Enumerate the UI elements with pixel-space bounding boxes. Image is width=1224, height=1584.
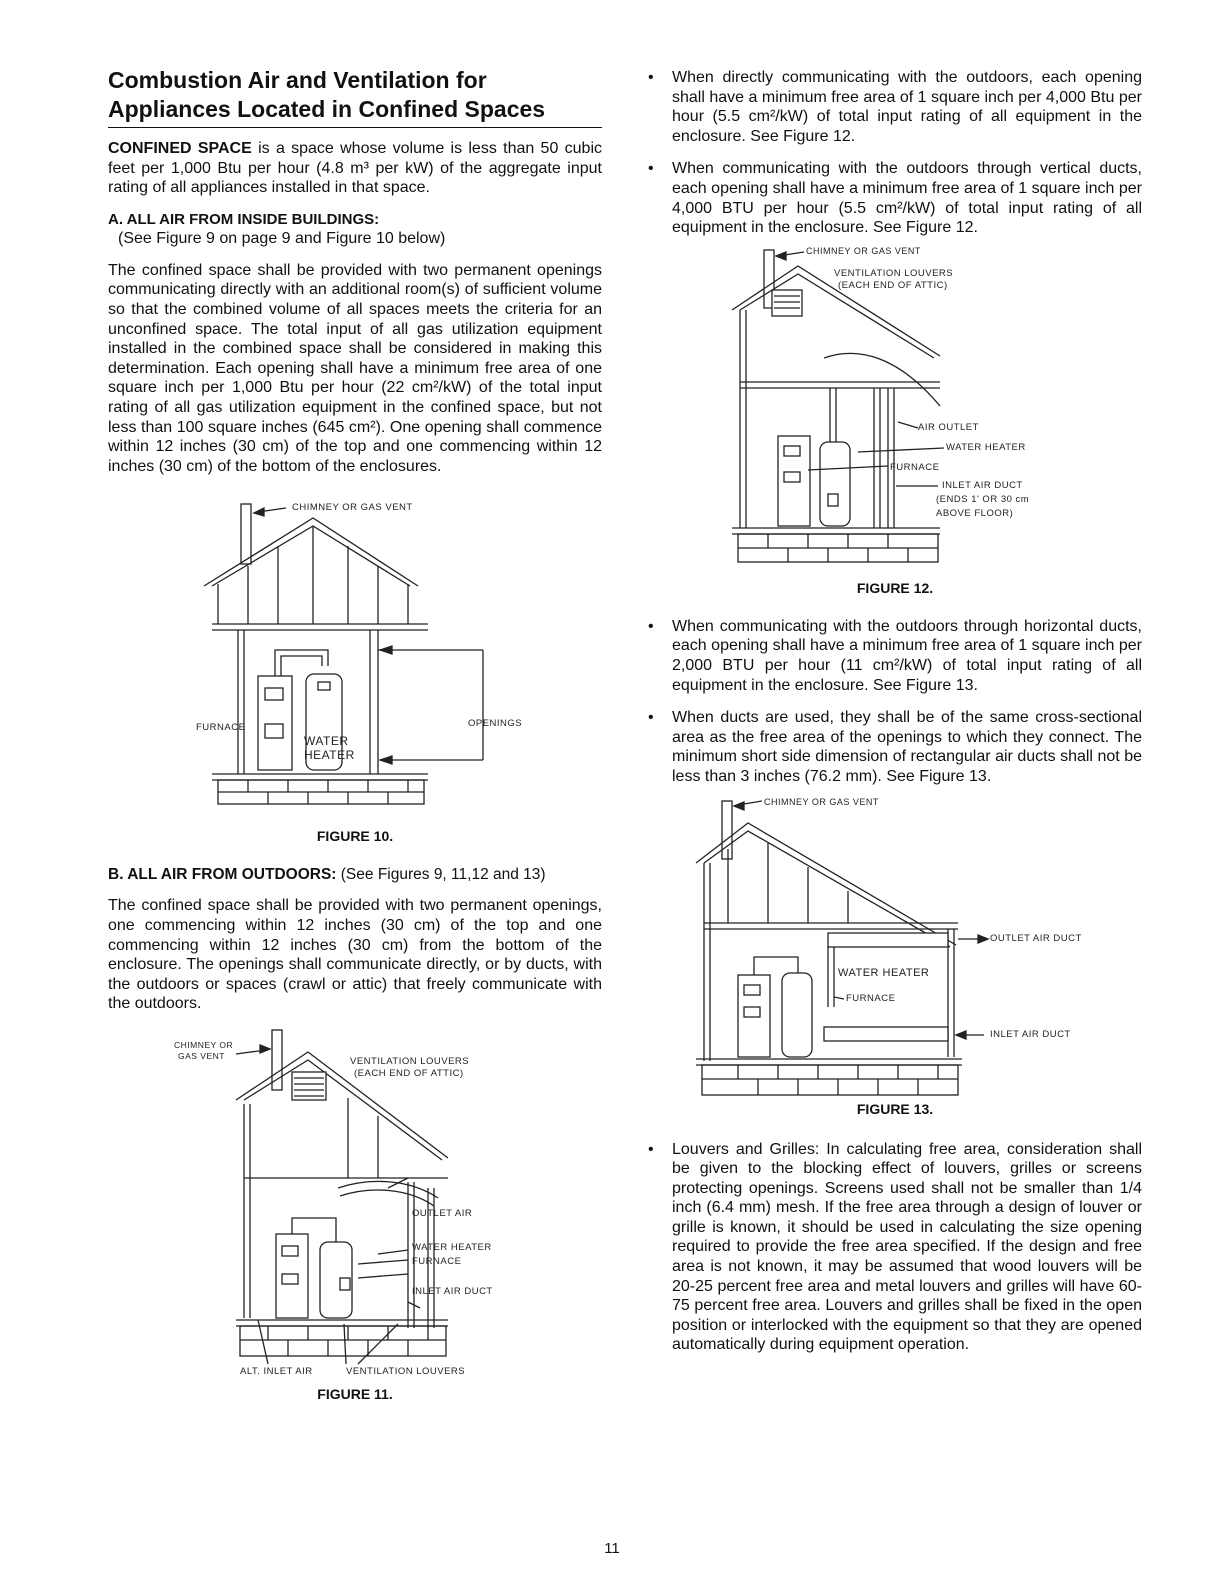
bullet-horizontal-ducts: • When communicating with the outdoors through horizontal ducts, each opening shall have a minimum free area of 1 square inch per 2,000 BTU per hour (11 cm²/kW) of total input rating of all equipment in the enclosure. See Figure 13. bbox=[648, 617, 1142, 695]
fig13-furnace-label: FURNACE bbox=[846, 992, 896, 1004]
page-number: 11 bbox=[604, 1540, 620, 1557]
subsection-a-heading: A. ALL AIR FROM INSIDE BUILDINGS: bbox=[108, 210, 380, 228]
figure-12-diagram bbox=[648, 246, 1142, 580]
figure-13 bbox=[648, 797, 1142, 1101]
fig11-louvers-label-2: (EACH END OF ATTIC) bbox=[354, 1067, 464, 1079]
bullet-direct-outdoors: • When directly communicating with the outdoors, each opening shall have a minimum free area of 1 square inch per 4,000 Btu per hour (5.5 cm²/kW) of total input rating of all equipment in the enclosure. See Figure 12. bbox=[648, 68, 1142, 146]
section-title bbox=[108, 66, 602, 128]
fig11-water-heater-label: WATER HEATER bbox=[412, 1241, 492, 1253]
figure-11-caption: FIGURE 11. bbox=[317, 1385, 393, 1402]
fig10-water-label: WATER bbox=[304, 734, 349, 749]
fig12-inlet-label-3: ABOVE FLOOR) bbox=[936, 507, 1014, 519]
fig11-chimney-label-2: GAS VENT bbox=[178, 1050, 225, 1061]
bullet-vertical-ducts: • When communicating with the outdoors through vertical ducts, each opening shall have a minimum free area of 1 square inch per 4,000 BTU per hour (5.5 cm²/kW) of total input rating of all equipment in the enclosure. See Figure 12. bbox=[648, 159, 1142, 237]
fig13-outlet-label: OUTLET AIR DUCT bbox=[990, 932, 1082, 944]
right-column bbox=[648, 68, 1142, 1355]
fig12-louvers-label-1: VENTILATION LOUVERS bbox=[834, 267, 954, 279]
bullet-louvers-grilles: • Louvers and Grilles: In calculating free area, consideration shall be given to the blocking effect of louvers, grilles or screens protecting openings. Screens used shall not be smaller than 1/4 inch (6.4 mm) mesh. If the free area through a design of louver or grille is known, it should be used in calculating the size opening required to provide the free area specified. If the design and free area is not known, it may be assumed that wood louvers will be 20-25 percent free area and metal louvers and grilles will have 60-75 percent free area. Louvers and grilles shall be fixed in the open position or interlocked with the equipment so that they are opened automatically during equipment operation. bbox=[648, 1140, 1142, 1356]
fig12-chimney-label: CHIMNEY OR GAS VENT bbox=[806, 245, 921, 256]
fig10-heater-label: HEATER bbox=[304, 748, 355, 763]
fig12-inlet-label-2: (ENDS 1' OR 30 cm bbox=[936, 493, 1030, 505]
subsection-a-reference: (See Figure 9 on page 9 and Figure 10 below) bbox=[118, 229, 446, 247]
fig11-inlet-label: INLET AIR DUCT bbox=[412, 1285, 493, 1297]
fig12-louvers-label-2: (EACH END OF ATTIC) bbox=[838, 279, 948, 291]
figure-10-caption: FIGURE 10. bbox=[316, 828, 394, 845]
figure-10 bbox=[108, 498, 602, 828]
fig13-inlet-label: INLET AIR DUCT bbox=[990, 1028, 1071, 1040]
figure-12-caption: FIGURE 12. bbox=[856, 579, 934, 596]
left-column bbox=[108, 66, 602, 1403]
subsection-b-heading-line bbox=[108, 865, 602, 884]
figure-12 bbox=[648, 246, 1142, 580]
fig11-louvers-label-1: VENTILATION LOUVERS bbox=[350, 1055, 470, 1067]
fig13-water-heater-label: WATER HEATER bbox=[838, 966, 930, 979]
fig11-chimney-label-1: CHIMNEY OR bbox=[174, 1039, 234, 1050]
figure-10-diagram bbox=[108, 498, 602, 808]
fig12-furnace-label: FURNACE bbox=[890, 461, 940, 473]
title-line-1: Combustion Air and Ventilation for bbox=[108, 67, 487, 93]
title-line-2: Appliances Located in Confined Spaces bbox=[108, 96, 546, 122]
fig11-furnace-label: FURNACE bbox=[412, 1255, 462, 1267]
confined-space-lead: CONFINED SPACE bbox=[108, 140, 252, 157]
subsection-b-heading: B. ALL AIR FROM OUTDOORS: bbox=[108, 866, 337, 884]
confined-space-definition bbox=[108, 139, 602, 198]
confined-space-text: is a space whose volume is less than 50 cubic feet per 1,000 Btu per hour (4.8 m³ per kW) of the aggregate input rating of all appliances installed in that space. bbox=[108, 140, 603, 197]
fig12-inlet-label-1: INLET AIR DUCT bbox=[942, 479, 1023, 491]
figure-13-caption: FIGURE 13. bbox=[856, 1100, 934, 1117]
fig12-water-heater-label: WATER HEATER bbox=[946, 441, 1026, 453]
fig13-chimney-label: CHIMNEY OR GAS VENT bbox=[764, 796, 879, 807]
figure-13-diagram bbox=[648, 797, 1142, 1101]
fig11-outlet-label: OUTLET AIR bbox=[412, 1207, 473, 1219]
fig12-outlet-label: AIR OUTLET bbox=[918, 421, 979, 433]
figure-11-diagram bbox=[108, 1028, 602, 1382]
subsection-b-body: The confined space shall be provided with two permanent openings, one commencing within 12 inches (30 cm) of the top and one commencing within 12 inches (30 cm) from the bottom of the enclosure. The openings shall communicate directly, or by ducts, with the outdoors or spaces (crawl or attic) that freely communicate with the outdoors. bbox=[108, 897, 602, 1013]
fig11-alt-inlet-label: ALT. INLET AIR bbox=[240, 1365, 313, 1377]
subsection-b-reference: (See Figures 9, 11,12 and 13) bbox=[336, 866, 546, 884]
fig10-openings-label: OPENINGS bbox=[468, 718, 523, 730]
fig10-furnace-label: FURNACE bbox=[196, 722, 246, 734]
figure-11 bbox=[108, 1028, 602, 1382]
bullet-duct-size: • When ducts are used, they shall be of the same cross-sectional area as the free area of the openings to which they connect. The minimum short side dimension of rectangular air ducts shall not be less than 3 inches (76.2 mm). See Figure 13. bbox=[648, 708, 1142, 786]
subsection-a-body: The confined space shall be provided with two permanent openings communicating directly with an additional room(s) of sufficient volume so that the combined volume of all spaces meets the criteria for an unconfined space. The total input of all gas utilization equipment installed in the combined space shall be considered in making this determination. Each opening shall have a minimum free area of one square inch per 1,000 Btu per hour (22 cm²/kW) of the total input rating of all gas utilization equipment in the confined space, but not less than 100 square inches (645 cm²). One opening shall commence within 12 inches (30 cm) of the top and one commencing within 12 inches (30 cm) of the bottom of the enclosures. bbox=[108, 261, 602, 475]
fig11-vent-louvers-label: VENTILATION LOUVERS bbox=[346, 1365, 466, 1377]
fig10-chimney-label: CHIMNEY OR GAS VENT bbox=[292, 502, 413, 514]
